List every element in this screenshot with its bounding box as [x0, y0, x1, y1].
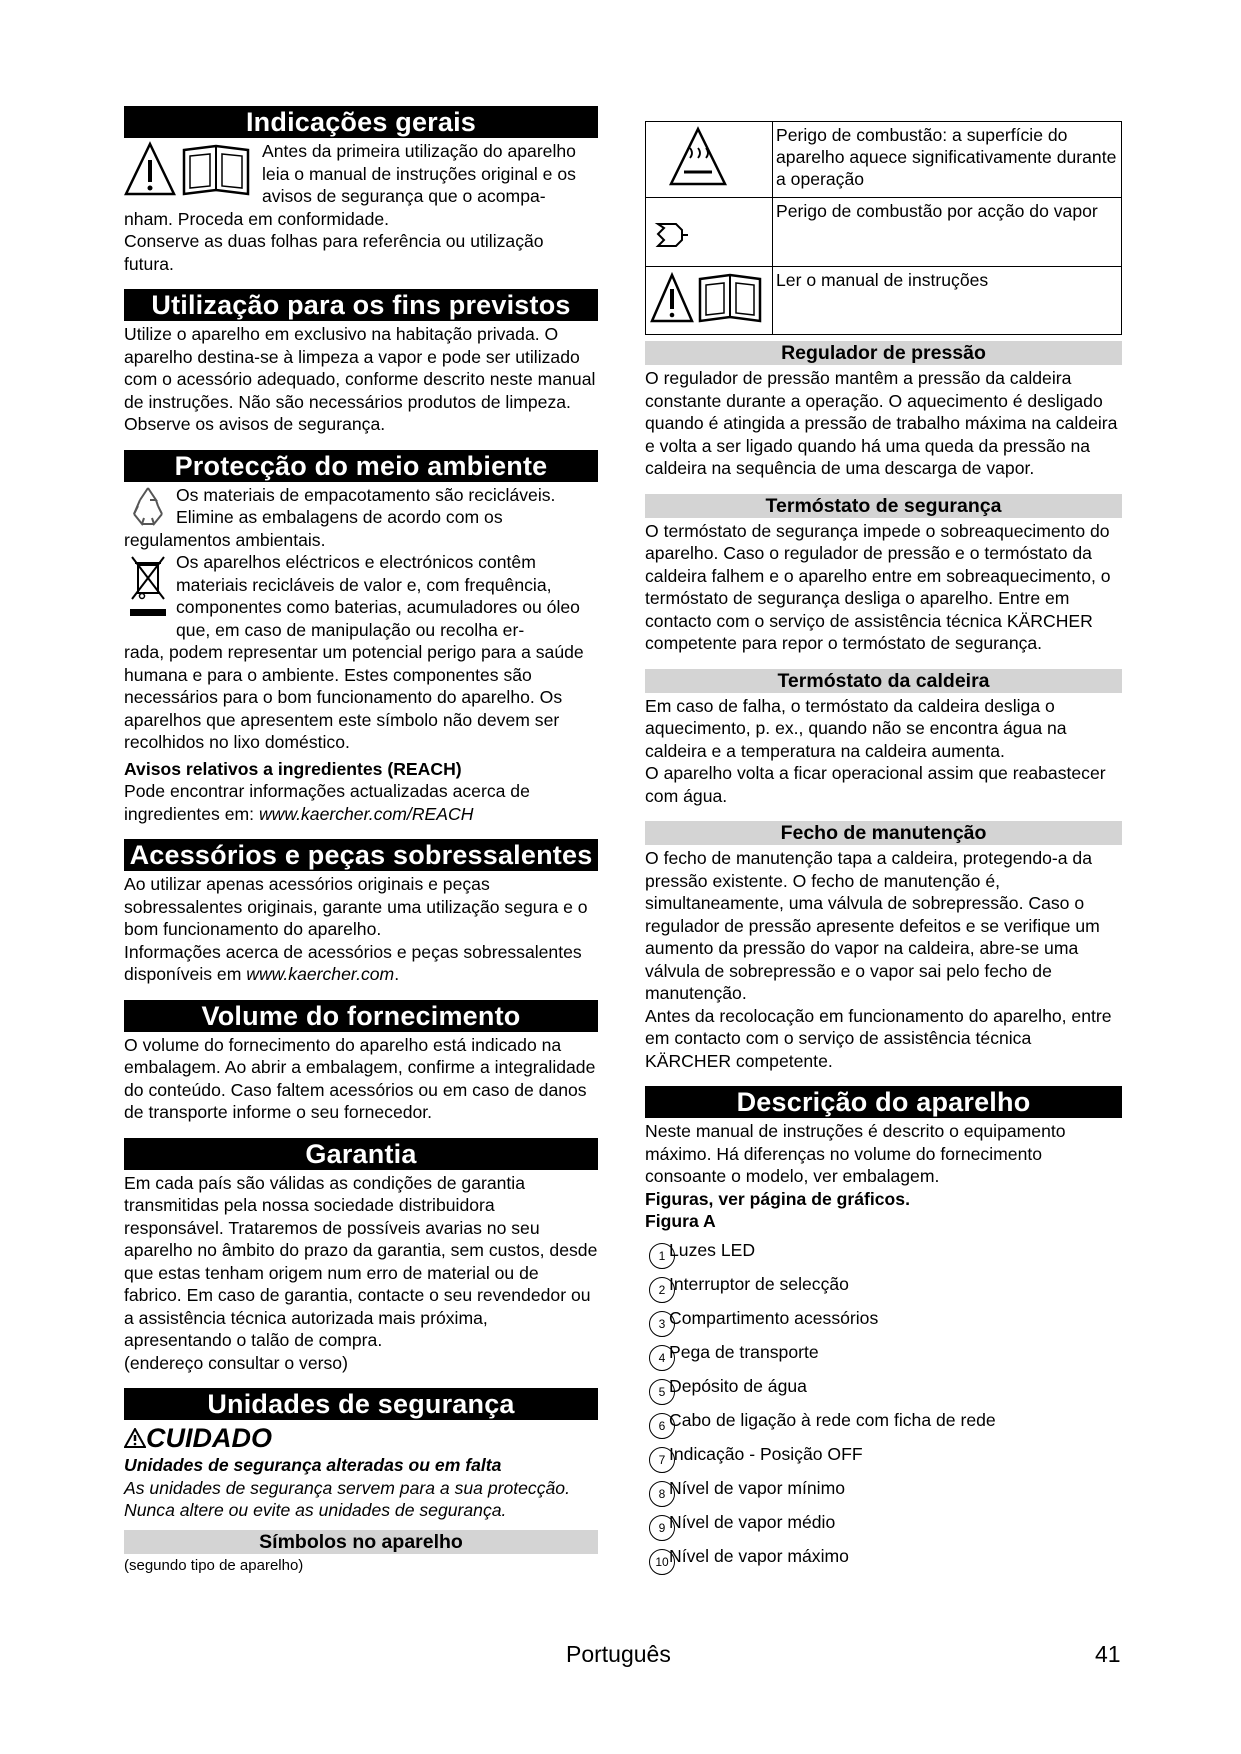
scope-text: O volume do fornecimento do aparelho está indicado na embalagem. Ao abrir a embalagem, confirme a integralidade do conteúdo. Caso faltem acessórios ou em caso de danos de transporte informe o seu fornecedor. — [124, 1034, 596, 1122]
reach-text-body: Pode encontrar informações actualizadas acerca de ingredientes em: — [124, 781, 530, 824]
legend-item — [645, 1511, 1122, 1545]
weee-text-cont: rada, podem representar um potencial perigo para a saúde humana e para o ambiente. Estes componentes são necessários para o bom funcionamento do aparelho. Os aparelhos que apresentem este símbolo não devem ser recolhidos no lixo doméstico. — [124, 642, 584, 752]
section-pressure-regulator — [645, 341, 1122, 480]
legend-item — [645, 1273, 1122, 1307]
legend-item — [645, 1545, 1122, 1579]
legend-item — [645, 1341, 1122, 1375]
caution-text: CUIDADO — [146, 1423, 272, 1453]
heading-accessories: Acessórios e peças sobressalentes — [124, 839, 598, 871]
boiler-thermostat-text: Em caso de falha, o termóstato da caldeira desliga o aquecimento, p. ex., quando não se encontra água na caldeira e a temperatura na caldeira aumenta. — [645, 695, 1067, 761]
warranty-text: Em cada país são válidas as condições de garantia transmitidas pela nossa sociedade distribuidora responsável. Trataremos de possíveis avarias no seu aparelho no âmbito do prazo da garantia, sem custos, desde que estas tenham origem num erro de material ou de fabrico. Em caso de garantia, contacte o seu revendedor ou a assistência técnica autorizada mais próxima, apresentando o talão de compra. — [124, 1172, 598, 1350]
section-boiler-thermostat — [645, 669, 1122, 808]
symbol-text-cell: Ler o manual de instruções — [773, 267, 1122, 335]
legend-item — [645, 1477, 1122, 1511]
weee-text: Os aparelhos eléctricos e electrónicos contêm materiais recicláveis de valor e, com frequência, componentes como baterias, acumuladores ou óleo que, em caso de manipulação ou recolha er- — [176, 552, 580, 640]
section-warranty — [124, 1138, 598, 1375]
accessories-info-body: Informações acerca de acessórios e peças sobressalentes disponíveis em — [124, 941, 582, 984]
symbol-text-cell: Perigo de combustão por acção do vapor — [773, 198, 1122, 267]
right-column — [645, 121, 1122, 1593]
heading-intended-use: Utilização para os fins previstos — [124, 289, 598, 321]
legend-label: Cabo de ligação à rede com ficha de rede — [669, 1409, 996, 1430]
intended-use-text: Utilize o aparelho em exclusivo na habitação privada. O aparelho destina-se à limpeza a vapor e pode ser utilizado com o acessório adequado, conforme descrito neste manual de instruções. Não são necessários produtos de limpeza. Observe os avisos de segurança. — [124, 324, 596, 434]
legend-label: Nível de vapor máximo — [669, 1545, 849, 1566]
legend-list — [645, 1239, 1122, 1579]
symbol-text-cell: Perigo de combustão: a superfície do aparelho aquece significativamente durante a operação — [773, 122, 1122, 198]
heading-safety-thermostat: Termóstato de segurança — [645, 494, 1122, 518]
symbol-row — [646, 122, 1122, 198]
legend-number: 7 — [649, 1447, 675, 1473]
pressure-regulator-text: O regulador de pressão mantêm a pressão da caldeira constante durante a operação. O aquecimento é desligado quando é atingida a pressão de trabalho máxima na caldeira e volta a ser ligado quando há uma queda da pressão na caldeira na sequência de uma descarga de vapor. — [645, 368, 1118, 478]
legend-number: 9 — [649, 1515, 675, 1541]
legend-number: 8 — [649, 1481, 675, 1507]
legend-item — [645, 1307, 1122, 1341]
safety-devices-sub: Unidades de segurança alteradas ou em falta — [124, 1455, 502, 1475]
page-number: 41 — [1095, 1641, 1121, 1667]
section-safety-thermostat — [645, 494, 1122, 655]
weee-bin-icon — [128, 551, 168, 623]
legend-label: Nível de vapor médio — [669, 1511, 836, 1532]
heading-scope-of-delivery: Volume do fornecimento — [124, 1000, 598, 1032]
section-scope-of-delivery — [124, 1000, 598, 1124]
legend-number: 4 — [649, 1345, 675, 1371]
symbol-icon-cell — [646, 267, 773, 335]
section-device-description — [645, 1086, 1122, 1579]
legend-label: Pega de transporte — [669, 1341, 819, 1362]
legend-item — [645, 1239, 1122, 1273]
section-intended-use — [124, 289, 598, 436]
legend-number: 1 — [649, 1243, 675, 1269]
warning-read-manual-icon — [124, 140, 254, 198]
heading-maintenance-cap: Fecho de manutenção — [645, 821, 1122, 845]
legend-label: Nível de vapor mínimo — [669, 1477, 846, 1498]
legend-label: Compartimento acessórios — [669, 1307, 879, 1328]
legend-number: 10 — [649, 1549, 675, 1575]
legend-label: Interruptor de selecção — [669, 1273, 849, 1294]
legend-item — [645, 1443, 1122, 1477]
boiler-thermostat-text2: O aparelho volta a ficar operacional assim que reabastecer com água. — [645, 763, 1106, 806]
reach-heading: Avisos relativos a ingredientes (REACH) — [124, 758, 462, 779]
safety-thermostat-text: O termóstato de segurança impede o sobreaquecimento do aparelho. Caso o regulador de pressão e o termóstato da caldeira falhem e o aparelho entre em sobreaquecimento, o termóstato de segurança desliga o aparelho. Entre em contacto com o serviço de assistência técnica KÄRCHER competente para repor o termóstato de segurança. — [645, 520, 1111, 653]
safety-devices-note1: As unidades de segurança servem para a sua protecção. — [124, 1477, 570, 1498]
section-environment — [124, 450, 598, 826]
heading-general-notes: Indicações gerais — [124, 106, 598, 138]
legend-item — [645, 1409, 1122, 1443]
section-maintenance-cap — [645, 821, 1122, 1072]
heading-environment: Protecção do meio ambiente — [124, 450, 598, 482]
legend-label: Luzes LED — [669, 1239, 756, 1260]
heading-device-symbols: Símbolos no aparelho — [124, 1530, 598, 1554]
figure-label: Figura A — [645, 1211, 716, 1231]
reach-text — [124, 780, 598, 825]
general-notes-text-cont: nham. Proceda em conformidade. — [124, 208, 390, 229]
figures-note: Figuras, ver página de gráficos. — [645, 1188, 910, 1209]
heading-safety-devices: Unidades de segurança — [124, 1388, 598, 1420]
device-symbols-note: (segundo tipo de aparelho) — [124, 1556, 304, 1574]
hot-surface-icon — [668, 126, 728, 188]
general-notes-text: Antes da primeira utilização do aparelho leia o manual de instruções original e os avisos de segurança que o acompa- — [262, 141, 576, 206]
legend-number: 6 — [649, 1413, 675, 1439]
packaging-text: Os materiais de empacotamento são recicláveis. Elimine as embalagens de acordo com os regulamentos ambientais. — [124, 484, 556, 550]
symbol-row — [646, 198, 1122, 267]
symbols-table — [645, 121, 1122, 335]
section-safety-devices — [124, 1388, 598, 1576]
safety-devices-note2: Nunca altere ou evite as unidades de segurança. — [124, 1500, 507, 1520]
accessories-info — [124, 941, 598, 986]
section-accessories — [124, 839, 598, 986]
legend-number: 2 — [649, 1277, 675, 1303]
caution-label — [124, 1422, 598, 1454]
maintenance-cap-text: O fecho de manutenção tapa a caldeira, protegendo-a da pressão existente. O fecho de manutenção é, simultaneamente, uma válvula de sobrepressão. Caso o regulador de pressão apresente defeitos e se verifique um aumento da pressão do vapor na caldeira, abre-se uma válvula de sobrepressão e o vapor sai pelo fecho de manutenção. — [645, 848, 1100, 1003]
footer-language: Português — [566, 1641, 671, 1667]
heading-pressure-regulator: Regulador de pressão — [645, 341, 1122, 365]
heading-boiler-thermostat: Termóstato da caldeira — [645, 669, 1122, 693]
heading-warranty: Garantia — [124, 1138, 598, 1170]
legend-label: Indicação - Posição OFF — [669, 1443, 863, 1464]
warranty-address: (endereço consultar o verso) — [124, 1352, 348, 1373]
legend-label: Depósito de água — [669, 1375, 807, 1396]
maintenance-cap-text2: Antes da recolocação em funcionamento do aparelho, entre em contacto com o serviço de assistência técnica KÄRCHER competente. — [645, 1005, 1112, 1071]
read-manual-icon — [650, 271, 768, 325]
symbol-row — [646, 267, 1122, 335]
caution-triangle-icon — [124, 1428, 146, 1448]
legend-number: 5 — [649, 1379, 675, 1405]
kaercher-link[interactable]: www.kaercher.com — [246, 964, 395, 984]
recycling-icon — [128, 484, 168, 528]
heading-device-description: Descrição do aparelho — [645, 1086, 1122, 1118]
device-description-text: Neste manual de instruções é descrito o equipamento máximo. Há diferenças no volume do fornecimento consoante o modelo, ver embalagem. — [645, 1121, 1066, 1186]
symbol-icon-cell — [646, 122, 773, 198]
accessories-text: Ao utilizar apenas acessórios originais e peças sobressalentes originais, garante uma utilização segura e o bom funcionamento do aparelho. — [124, 874, 588, 939]
general-notes-keep: Conserve as duas folhas para referência ou utilização futura. — [124, 231, 544, 274]
section-general-notes — [124, 106, 598, 275]
steam-hazard-icon — [650, 214, 690, 254]
symbol-icon-cell — [646, 198, 773, 267]
legend-number: 3 — [649, 1311, 675, 1337]
left-column — [124, 106, 598, 1590]
reach-link[interactable]: www.kaercher.com/REACH — [258, 803, 474, 824]
legend-item — [645, 1375, 1122, 1409]
accessories-info-end: . — [394, 964, 400, 984]
